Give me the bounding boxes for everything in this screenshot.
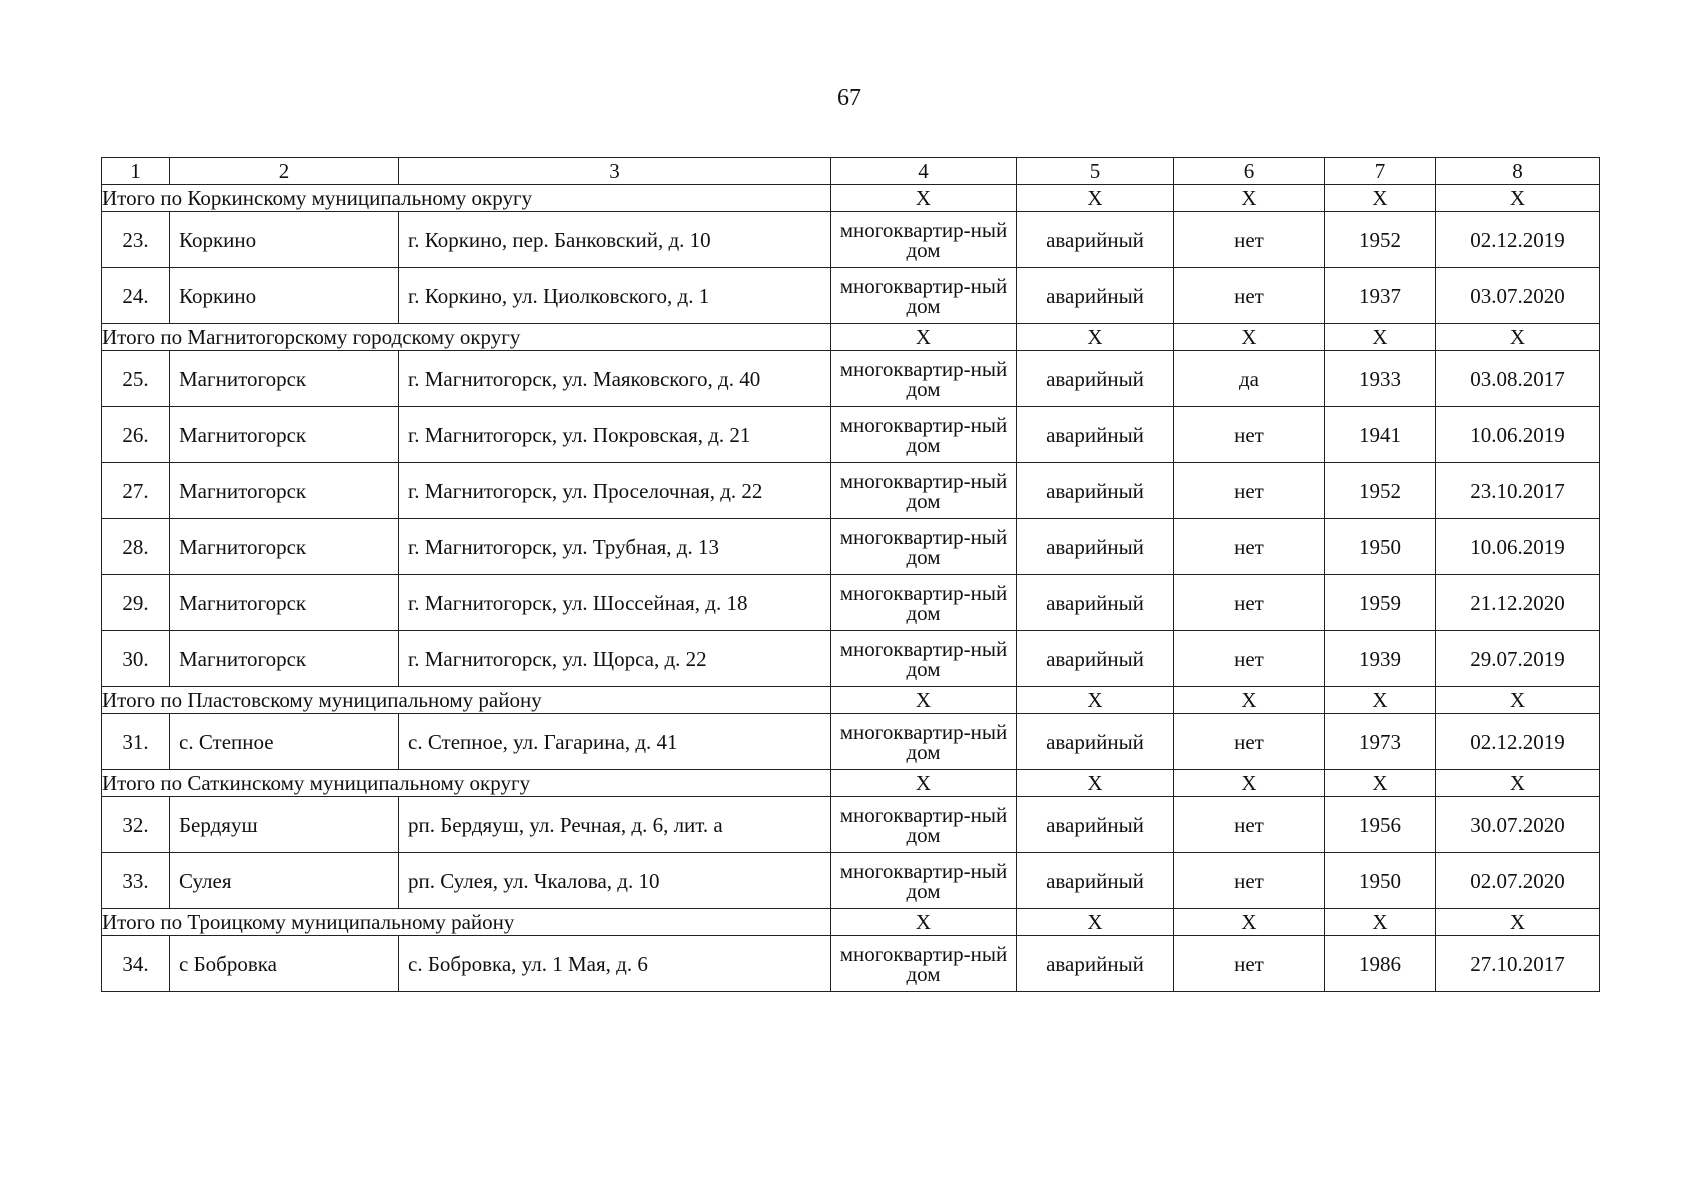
recognition-date: 30.07.2020 — [1436, 797, 1600, 853]
table-row — [102, 936, 1600, 992]
building-status: аварийный — [1017, 351, 1174, 407]
building-type: многоквартир-ный дом — [831, 936, 1017, 992]
flag-value: нет — [1174, 407, 1325, 463]
subtotal-mark: Х — [1017, 324, 1174, 351]
locality-name: с Бобровка — [170, 936, 399, 992]
row-number: 33. — [102, 853, 170, 909]
building-type: многоквартир-ный дом — [831, 519, 1017, 575]
recognition-date: 03.08.2017 — [1436, 351, 1600, 407]
recognition-date: 21.12.2020 — [1436, 575, 1600, 631]
construction-year: 1939 — [1325, 631, 1436, 687]
building-type: многоквартир-ный дом — [831, 631, 1017, 687]
building-status: аварийный — [1017, 853, 1174, 909]
column-number-header: 3 — [399, 158, 831, 185]
building-address: г. Магнитогорск, ул. Покровская, д. 21 — [399, 407, 831, 463]
building-type: многоквартир-ный дом — [831, 797, 1017, 853]
subtotal-mark: Х — [1174, 770, 1325, 797]
subtotal-mark: Х — [1436, 185, 1600, 212]
subtotal-row — [102, 185, 1600, 212]
table-row — [102, 351, 1600, 407]
building-type: многоквартир-ный дом — [831, 268, 1017, 324]
locality-name: Магнитогорск — [170, 407, 399, 463]
row-number: 30. — [102, 631, 170, 687]
subtotal-label: Итого по Троицкому муниципальному району — [102, 909, 831, 936]
table-row — [102, 212, 1600, 268]
building-status: аварийный — [1017, 631, 1174, 687]
row-number: 28. — [102, 519, 170, 575]
subtotal-mark: Х — [1017, 770, 1174, 797]
subtotal-mark: Х — [1174, 324, 1325, 351]
building-address: г. Коркино, ул. Циолковского, д. 1 — [399, 268, 831, 324]
building-type: многоквартир-ный дом — [831, 351, 1017, 407]
flag-value: нет — [1174, 936, 1325, 992]
flag-value: нет — [1174, 212, 1325, 268]
page-number: 67 — [837, 85, 861, 111]
locality-name: Магнитогорск — [170, 575, 399, 631]
row-number: 32. — [102, 797, 170, 853]
building-type: многоквартир-ный дом — [831, 575, 1017, 631]
table-row — [102, 463, 1600, 519]
housing-table — [101, 157, 1600, 992]
building-status: аварийный — [1017, 797, 1174, 853]
locality-name: Магнитогорск — [170, 351, 399, 407]
construction-year: 1952 — [1325, 212, 1436, 268]
building-address: г. Магнитогорск, ул. Щорса, д. 22 — [399, 631, 831, 687]
recognition-date: 27.10.2017 — [1436, 936, 1600, 992]
column-number-header: 7 — [1325, 158, 1436, 185]
building-address: рп. Сулея, ул. Чкалова, д. 10 — [399, 853, 831, 909]
subtotal-row — [102, 687, 1600, 714]
column-number-header: 4 — [831, 158, 1017, 185]
building-address: с. Бобровка, ул. 1 Мая, д. 6 — [399, 936, 831, 992]
table-row — [102, 631, 1600, 687]
row-number: 27. — [102, 463, 170, 519]
recognition-date: 29.07.2019 — [1436, 631, 1600, 687]
subtotal-mark: Х — [831, 687, 1017, 714]
construction-year: 1986 — [1325, 936, 1436, 992]
column-number-header: 2 — [170, 158, 399, 185]
building-address: с. Степное, ул. Гагарина, д. 41 — [399, 714, 831, 770]
flag-value: нет — [1174, 631, 1325, 687]
subtotal-label: Итого по Саткинскому муниципальному округу — [102, 770, 831, 797]
subtotal-mark: Х — [831, 185, 1017, 212]
subtotal-mark: Х — [1325, 324, 1436, 351]
subtotal-mark: Х — [1174, 185, 1325, 212]
subtotal-mark: Х — [1325, 185, 1436, 212]
subtotal-mark: Х — [1325, 770, 1436, 797]
subtotal-row — [102, 324, 1600, 351]
flag-value: нет — [1174, 575, 1325, 631]
building-type: многоквартир-ный дом — [831, 714, 1017, 770]
building-status: аварийный — [1017, 575, 1174, 631]
subtotal-mark: Х — [1017, 909, 1174, 936]
building-address: г. Магнитогорск, ул. Шоссейная, д. 18 — [399, 575, 831, 631]
subtotal-row — [102, 909, 1600, 936]
locality-name: Магнитогорск — [170, 519, 399, 575]
building-status: аварийный — [1017, 936, 1174, 992]
flag-value: нет — [1174, 519, 1325, 575]
building-type: многоквартир-ный дом — [831, 853, 1017, 909]
locality-name: Магнитогорск — [170, 631, 399, 687]
flag-value: нет — [1174, 714, 1325, 770]
building-address: г. Магнитогорск, ул. Трубная, д. 13 — [399, 519, 831, 575]
building-address: г. Магнитогорск, ул. Маяковского, д. 40 — [399, 351, 831, 407]
locality-name: с. Степное — [170, 714, 399, 770]
recognition-date: 10.06.2019 — [1436, 519, 1600, 575]
subtotal-mark: Х — [831, 770, 1017, 797]
construction-year: 1952 — [1325, 463, 1436, 519]
row-number: 26. — [102, 407, 170, 463]
building-status: аварийный — [1017, 268, 1174, 324]
table-row — [102, 268, 1600, 324]
row-number: 34. — [102, 936, 170, 992]
locality-name: Коркино — [170, 212, 399, 268]
subtotal-mark: Х — [1174, 909, 1325, 936]
building-address: г. Коркино, пер. Банковский, д. 10 — [399, 212, 831, 268]
subtotal-mark: Х — [1325, 687, 1436, 714]
subtotal-mark: Х — [1436, 687, 1600, 714]
column-number-header: 5 — [1017, 158, 1174, 185]
column-number-header: 6 — [1174, 158, 1325, 185]
subtotal-label: Итого по Пластовскому муниципальному району — [102, 687, 831, 714]
subtotal-mark: Х — [831, 324, 1017, 351]
construction-year: 1956 — [1325, 797, 1436, 853]
building-status: аварийный — [1017, 519, 1174, 575]
recognition-date: 23.10.2017 — [1436, 463, 1600, 519]
building-status: аварийный — [1017, 714, 1174, 770]
building-address: г. Магнитогорск, ул. Проселочная, д. 22 — [399, 463, 831, 519]
subtotal-row — [102, 770, 1600, 797]
table-header-row — [102, 158, 1600, 185]
recognition-date: 02.07.2020 — [1436, 853, 1600, 909]
subtotal-label: Итого по Магнитогорскому городскому округу — [102, 324, 831, 351]
column-number-header: 1 — [102, 158, 170, 185]
flag-value: нет — [1174, 853, 1325, 909]
subtotal-mark: Х — [1436, 324, 1600, 351]
subtotal-mark: Х — [1017, 185, 1174, 212]
row-number: 24. — [102, 268, 170, 324]
recognition-date: 02.12.2019 — [1436, 212, 1600, 268]
subtotal-mark: Х — [1436, 770, 1600, 797]
row-number: 25. — [102, 351, 170, 407]
flag-value: да — [1174, 351, 1325, 407]
building-type: многоквартир-ный дом — [831, 463, 1017, 519]
table-row — [102, 575, 1600, 631]
table-body — [102, 158, 1600, 992]
table-row — [102, 797, 1600, 853]
building-status: аварийный — [1017, 463, 1174, 519]
subtotal-mark: Х — [1174, 687, 1325, 714]
flag-value: нет — [1174, 797, 1325, 853]
recognition-date: 03.07.2020 — [1436, 268, 1600, 324]
construction-year: 1959 — [1325, 575, 1436, 631]
column-number-header: 8 — [1436, 158, 1600, 185]
building-status: аварийный — [1017, 407, 1174, 463]
row-number: 23. — [102, 212, 170, 268]
construction-year: 1941 — [1325, 407, 1436, 463]
subtotal-mark: Х — [1017, 687, 1174, 714]
construction-year: 1973 — [1325, 714, 1436, 770]
subtotal-mark: Х — [831, 909, 1017, 936]
construction-year: 1950 — [1325, 853, 1436, 909]
locality-name: Коркино — [170, 268, 399, 324]
construction-year: 1950 — [1325, 519, 1436, 575]
building-type: многоквартир-ный дом — [831, 407, 1017, 463]
table-row — [102, 714, 1600, 770]
table-row — [102, 853, 1600, 909]
subtotal-label: Итого по Коркинскому муниципальному округу — [102, 185, 831, 212]
building-type: многоквартир-ный дом — [831, 212, 1017, 268]
locality-name: Сулея — [170, 853, 399, 909]
recognition-date: 02.12.2019 — [1436, 714, 1600, 770]
flag-value: нет — [1174, 463, 1325, 519]
building-address: рп. Бердяуш, ул. Речная, д. 6, лит. а — [399, 797, 831, 853]
subtotal-mark: Х — [1436, 909, 1600, 936]
row-number: 31. — [102, 714, 170, 770]
construction-year: 1937 — [1325, 268, 1436, 324]
subtotal-mark: Х — [1325, 909, 1436, 936]
locality-name: Бердяуш — [170, 797, 399, 853]
building-status: аварийный — [1017, 212, 1174, 268]
recognition-date: 10.06.2019 — [1436, 407, 1600, 463]
row-number: 29. — [102, 575, 170, 631]
table-row — [102, 519, 1600, 575]
locality-name: Магнитогорск — [170, 463, 399, 519]
construction-year: 1933 — [1325, 351, 1436, 407]
table-row — [102, 407, 1600, 463]
flag-value: нет — [1174, 268, 1325, 324]
